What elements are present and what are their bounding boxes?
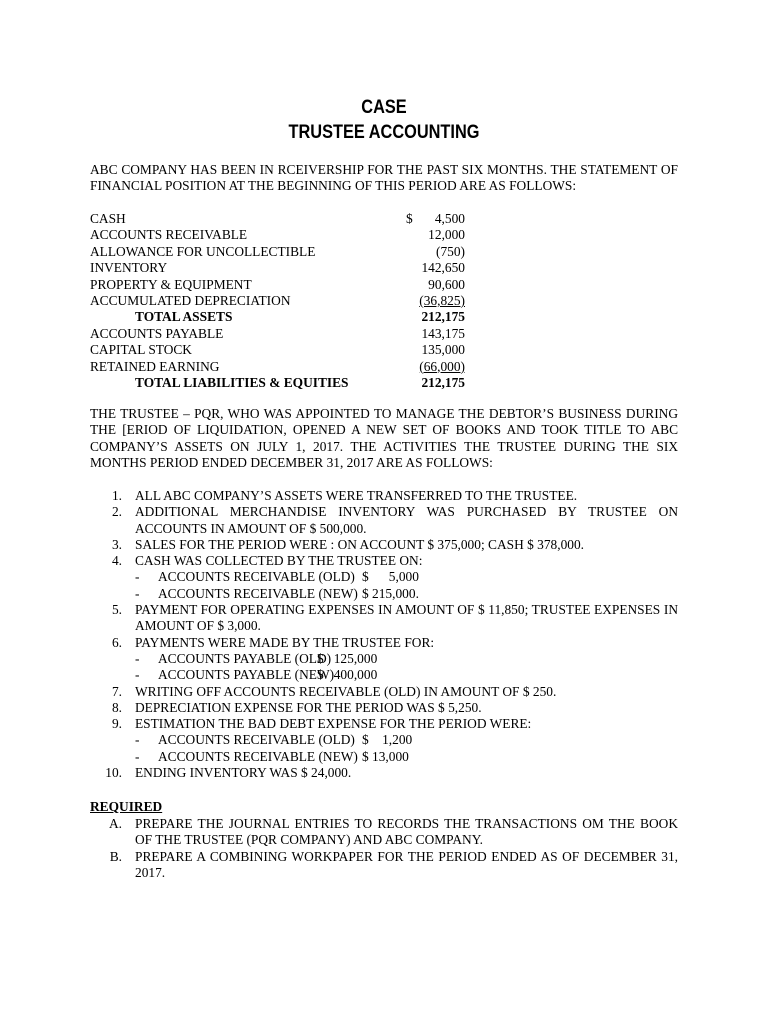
balance-label: CAPITAL STOCK (90, 342, 192, 358)
activity-item (90, 488, 678, 504)
activity-number: 1. (111, 488, 122, 503)
balance-row (90, 277, 490, 293)
balance-row (90, 375, 490, 391)
activity-number: 10. (105, 765, 122, 781)
balance-row (90, 227, 490, 243)
activity-number: 3. (111, 536, 122, 552)
activity-sub-item (135, 667, 678, 683)
balance-row (90, 326, 490, 342)
activity-sub-item (135, 586, 678, 602)
sub-amount: $ 215,000. (362, 585, 419, 601)
activity-item (90, 553, 678, 602)
sub-label: ACCOUNTS RECEIVABLE (NEW) (158, 585, 358, 601)
activity-sub-item (135, 749, 678, 765)
activity-text: WRITING OFF ACCOUNTS RECEIVABLE (OLD) IN AMOUNT OF $ 250. (135, 683, 557, 699)
balance-amount: 4,500 (434, 211, 465, 226)
balance-label: ACCUMULATED DEPRECIATION (90, 292, 291, 308)
sub-amount: $ 1,200 (362, 732, 413, 748)
balance-label: ACCOUNTS PAYABLE (90, 325, 224, 341)
balance-row (90, 293, 490, 309)
balance-label: ACCOUNTS RECEIVABLE (90, 227, 248, 243)
sub-label: ACCOUNTS RECEIVABLE (OLD) (158, 732, 355, 748)
balance-label: INVENTORY (90, 260, 168, 276)
activity-item (90, 700, 678, 716)
activity-number: 9. (111, 716, 122, 732)
required-text: PREPARE THE JOURNAL ENTRIES TO RECORDS THE TRANSACTIONS OM THE BOOK OF THE TRUSTEE (PQR COMPANY) AND ABC COMPANY. (135, 816, 678, 848)
sub-dash: - (135, 569, 140, 585)
balance-amount: 135,000 (421, 342, 465, 358)
sub-label: ACCOUNTS RECEIVABLE (OLD) (158, 569, 355, 585)
balance-amount: 143,175 (421, 325, 465, 341)
balance-row (90, 359, 490, 375)
activity-text: PAYMENTS WERE MADE BY THE TRUSTEE FOR: (135, 634, 435, 650)
required-heading: REQUIRED (90, 799, 163, 814)
activity-number: 7. (111, 683, 122, 699)
activity-sub-item (135, 732, 678, 748)
sub-amount: $ 13,000 (362, 748, 409, 764)
balance-amount: (750) (435, 243, 465, 259)
balance-amount: (36,825) (419, 292, 465, 308)
activity-item (90, 684, 678, 700)
sub-dash: - (135, 732, 140, 748)
balance-label: TOTAL ASSETS (135, 309, 233, 325)
balance-row (90, 244, 490, 260)
title-case: CASE (361, 97, 407, 118)
currency-symbol: $ (406, 211, 413, 226)
balance-label: PROPERTY & EQUIPMENT (90, 276, 252, 292)
activity-text: ENDING INVENTORY WAS $ 24,000. (135, 765, 352, 781)
sub-amount: $ 125,000 (317, 650, 378, 666)
sub-amount: $ 5,000 (362, 569, 419, 585)
sub-dash: - (135, 667, 140, 683)
required-list (90, 816, 678, 881)
balance-sheet (90, 211, 490, 391)
trustee-paragraph: THE TRUSTEE – PQR, WHO WAS APPOINTED TO MANAGE THE DEBTOR’S BUSINESS DURING THE [ERIOD OF LIQUIDATION, OPENED A NEW SET OF BOOKS AND TOOK TITLE TO ABC COMPANY’S ASSETS ON JULY 1, 2017. THE ACTIVITIES THE TRUSTEE DURING THE SIX MONTHS PERIOD ENDED DECEMBER 31, 2017 ARE AS FOLLOWS: (90, 406, 678, 470)
activity-text: CASH WAS COLLECTED BY THE TRUSTEE ON: (135, 553, 423, 569)
balance-label: CASH (90, 211, 126, 226)
balance-label: RETAINED EARNING (90, 358, 220, 374)
required-text: PREPARE A COMBINING WORKPAPER FOR THE PERIOD ENDED AS OF DECEMBER 31, 2017. (135, 848, 678, 880)
activity-number: 5. (111, 602, 122, 618)
activities-list (90, 488, 678, 781)
balance-label: TOTAL LIABILITIES & EQUITIES (135, 374, 349, 390)
sub-dash: - (135, 650, 140, 666)
activity-number: 4. (111, 553, 122, 569)
activity-item (90, 537, 678, 553)
balance-amount: 90,600 (428, 276, 465, 292)
sub-amount: $ 400,000 (317, 667, 378, 683)
balance-row (90, 309, 490, 325)
activity-text: DEPRECIATION EXPENSE FOR THE PERIOD WAS $ 5,250. (135, 699, 482, 715)
activity-item (90, 635, 678, 684)
activity-text: PAYMENT FOR OPERATING EXPENSES IN AMOUNT OF $ 11,850; TRUSTEE EXPENSES IN AMOUNT OF $ 3,000. (135, 602, 678, 634)
required-item (90, 816, 678, 849)
balance-amount: (66,000) (419, 358, 465, 374)
activity-text: ESTIMATION THE BAD DEBT EXPENSE FOR THE PERIOD WERE: (135, 716, 532, 732)
required-item (90, 849, 678, 882)
balance-amount: 12,000 (428, 227, 465, 243)
activity-text: SALES FOR THE PERIOD WERE : ON ACCOUNT $ 375,000; CASH $ 378,000. (135, 536, 584, 552)
activity-item (90, 765, 678, 781)
activity-item (90, 716, 678, 765)
balance-row (90, 211, 490, 227)
intro-paragraph: ABC COMPANY HAS BEEN IN RCEIVERSHIP FOR THE PAST SIX MONTHS. THE STATEMENT OF FINANCIAL POSITION AT THE BEGINNING OF THIS PERIOD ARE AS FOLLOWS: (90, 162, 678, 194)
activity-number: 6. (111, 634, 122, 650)
required-letter: B. (109, 848, 122, 864)
activity-sub-item (135, 569, 678, 585)
sub-label: ACCOUNTS PAYABLE (NEW) (158, 667, 335, 683)
sub-dash: - (135, 748, 140, 764)
activity-number: 8. (111, 699, 122, 715)
title-trustee-accounting: TRUSTEE ACCOUNTING (288, 122, 480, 143)
activity-item (90, 504, 678, 537)
sub-label: ACCOUNTS RECEIVABLE (NEW) (158, 748, 358, 764)
required-letter: A. (108, 816, 122, 831)
activity-sub-item (135, 651, 678, 667)
balance-amount: 142,650 (421, 260, 465, 276)
balance-amount: 212,175 (421, 374, 465, 390)
activity-text: ALL ABC COMPANY’S ASSETS WERE TRANSFERRED TO THE TRUSTEE. (135, 488, 578, 503)
activity-item (90, 602, 678, 635)
activity-number: 2. (111, 504, 122, 520)
balance-amount: 212,175 (421, 309, 465, 325)
activity-text: ADDITIONAL MERCHANDISE INVENTORY WAS PURCHASED BY TRUSTEE ON ACCOUNTS IN AMOUNT OF $ 500,000. (135, 504, 678, 536)
balance-row (90, 260, 490, 276)
balance-label: ALLOWANCE FOR UNCOLLECTIBLE (90, 243, 316, 259)
sub-dash: - (135, 585, 140, 601)
sub-label: ACCOUNTS PAYABLE (OLD) (158, 650, 332, 666)
balance-row (90, 342, 490, 358)
